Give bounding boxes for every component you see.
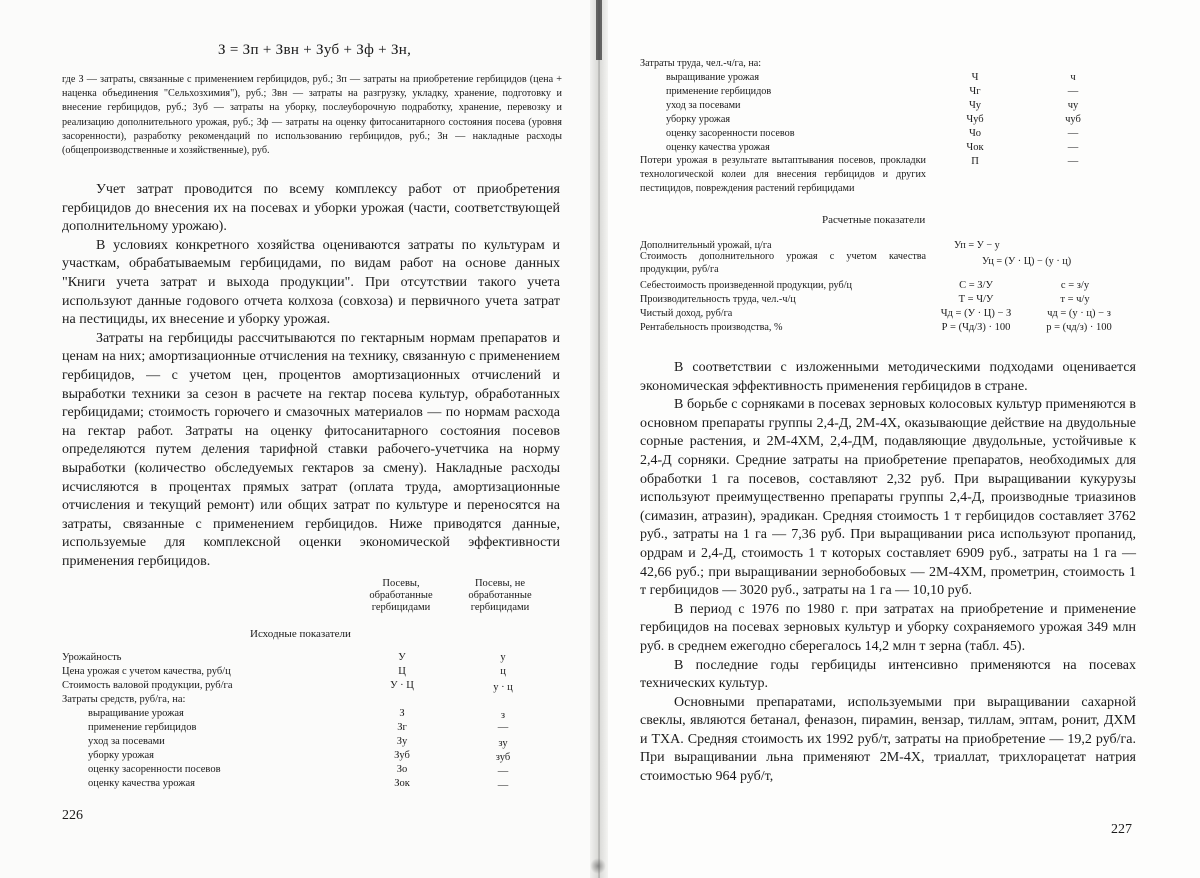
table-cell: Чок [966, 142, 984, 153]
table-row-label: применение гербицидов [88, 722, 197, 733]
table-cell: ч [1070, 72, 1076, 83]
table-row-label: уход за посевами [666, 100, 741, 111]
page-number-left: 226 [62, 808, 83, 823]
table-row-label: оценку качества урожая [666, 142, 770, 153]
page-number-right: 227 [1111, 822, 1132, 837]
table-row-label: Производительность труда, чел.-ч/ц [640, 294, 796, 305]
table-cell: — [497, 766, 509, 777]
labor-header: Затраты труда, чел.-ч/га, на: [640, 58, 762, 69]
table-cell: т = ч/у [1060, 294, 1090, 305]
paragraph: В последние годы гербициды интенсивно применяются на посевах технических культур. [640, 657, 1136, 692]
table-row-label: Себестоимость произведенной продукции, руб/ц [640, 280, 852, 291]
table-cell: Зок [394, 778, 410, 789]
paragraph: Учет затрат проводится по всему комплексу работ от приобретения гербицидов до внесения их на посевах и уборки урожая (части, соответствующей дополнительному урожаю). [62, 182, 560, 235]
table-cell: С = З/У [959, 280, 993, 291]
table-cell: Зуб [394, 750, 410, 761]
table-cell: Зу [396, 736, 408, 747]
table-cell: — [1067, 142, 1079, 153]
table-row-label: оценку засоренности посевов [88, 764, 221, 775]
right-body-text [640, 359, 1136, 787]
table-cell: Ц [398, 666, 406, 677]
left-body-text [62, 181, 560, 571]
table-cell: чд = (у · ц) − з [1047, 308, 1111, 319]
table-row-label: Рентабельность производства, % [640, 322, 783, 333]
table-cell: — [497, 722, 509, 733]
table-cell: Т = Ч/У [958, 294, 994, 305]
table-cell: у [500, 652, 506, 663]
table-row-label: оценку качества урожая [88, 778, 195, 789]
table-cell: Ч [971, 72, 979, 83]
table-cell: Чд = (У · Ц) − З [940, 308, 1012, 319]
table-cell: ц [500, 666, 506, 677]
table-cell: Р = (Чд/З) · 100 [941, 322, 1011, 333]
paragraph: В соответствии с изложенными методическими подходами оценивается экономическая эффективность применения гербицидов в стране. [640, 360, 1136, 394]
table-cell: Уп = У − у [954, 240, 1000, 251]
cost-formula: З = Зп + Звн + Зуб + Зф + Зн, [218, 42, 412, 58]
table-cell: Зо [396, 764, 408, 775]
table-cell: Уц = (У · Ц) − (у · ц) [982, 256, 1072, 267]
table-row-label: уборку урожая [666, 114, 731, 125]
table-cell: У [398, 652, 406, 663]
table-cell: — [1067, 86, 1079, 97]
table-row-label: уборку урожая [88, 750, 155, 761]
binding-blot [590, 858, 606, 874]
table-cell: Чг [969, 86, 981, 97]
table-cell: Зг [397, 722, 407, 733]
table-cell: З [399, 708, 405, 719]
table-row-label: оценку засоренности посевов [666, 128, 795, 139]
table-cell: чуб [1065, 114, 1081, 125]
table-caption-calculated: Расчетные показатели [822, 214, 926, 226]
paragraph: В период с 1976 по 1980 г. при затратах на приобретение и применение гербицидов на посевах зерновых культур и уборку сохраняемого урожая 349 млн руб. в среднем ежегодно сберегалось 14,2 млн т зерна (табл. 45). [640, 601, 1136, 654]
table-cell: з [500, 710, 506, 721]
table-row-label: Цена урожая с учетом качества, руб/ц [62, 666, 231, 677]
paragraph: В условиях конкретного хозяйства оцениваются затраты по культурам и участкам, обрабатываемым гербицидами, по видам работ на основе данных "Книги учета затрат и выхода продукции". При отсутствии такого учета используют данные годового отчета колхоза (совхоза) и первичного учета затрат на пестициды, их внесение и уборку урожая. [62, 237, 560, 328]
table-row-label: уход за посевами [88, 736, 165, 747]
table-row-label: Чистый доход, руб/га [640, 308, 733, 319]
table-row-label: Дополнительный урожай, ц/га [640, 240, 772, 251]
table-cell: с = з/у [1060, 280, 1090, 291]
left-page [0, 0, 596, 878]
right-page [600, 0, 1200, 878]
table-cell: зу [498, 738, 508, 749]
table-row-label: Стоимость дополнительного урожая с учетом качества продукции, руб/га [640, 251, 926, 275]
table-row-label: выращивание урожая [88, 708, 184, 719]
table-cell: зуб [495, 752, 511, 763]
table-row-label: Потери урожая в результате вытаптывания посевов, прокладки технологической колеи для внесения гербицидов и других пестицидов, повреждения растений гербицидами [640, 155, 926, 194]
column-header-treated: Посевы, обработанные гербицидами [369, 578, 433, 613]
table-cell: П [971, 156, 979, 167]
column-header-untreated: Посевы, не обработанные гербицидами [468, 578, 532, 613]
table-row-label: выращивание урожая [666, 72, 760, 83]
binding-mark [596, 0, 602, 60]
table-row-label: применение гербицидов [666, 86, 772, 97]
book-gutter [590, 0, 608, 878]
table-row-label: Затраты средств, руб/га, на: [62, 694, 186, 705]
table-cell: р = (чд/з) · 100 [1046, 322, 1112, 333]
paragraph: Основными препаратами, используемыми при выращивании сахарной свеклы, являются бетанал, феназон, пирамин, вензар, тиллам, эптам, ронит, ДХМ и ТХА. Средняя стоимость их 1992 руб/т, затраты на приобретение — 19,2 руб/га. При выращивании льна применяют 2М-4Х, триаллат, трихлорацетат натрия стоимостью 964 руб/т, [640, 694, 1136, 785]
table-row-label: Стоимость валовой продукции, руб/га [62, 680, 233, 691]
table-cell: Чу [968, 100, 982, 111]
paragraph: Затраты на гербициды рассчитываются по гектарным нормам препаратов и ценам на них; амортизационные отчисления на технику, связанную с применением гербицидов, — с учетом цен, процентов амортизационных отчислений и выработки техники за сезон в расчете на гектар посева культур, обработанных гербицидами; стоимость горючего и смазочных материалов — по нормам расхода на гектар работ. Затраты на оценку фитосанитарного состояния посевов определяются путем деления тарифной ставки рабочего-учетчика на норму выработки (количество обследуемых гектаров за смену). Накладные расходы исчисляются в процентах прямых затрат (оплата труда, амортизационные отчисления и текущий ремонт) или общих затрат по культуре и переносятся на затраты, связанные с применением гербицидов. Ниже приводятся данные, используемые для комплексной оценки экономической эффективности применения гербицидов. [62, 330, 560, 569]
table-cell: чу [1067, 100, 1079, 111]
table-cell: Чуб [966, 114, 984, 125]
table-caption-input: Исходные показатели [250, 628, 351, 640]
table-cell: У · Ц [390, 680, 414, 691]
table-cell: — [497, 780, 509, 791]
paragraph: В борьбе с сорняками в посевах зерновых колосовых культур применяются в основном препараты группы 2,4-Д, 2М-4Х, оказывающие действие на двудольные сорные растения, и 2М-4ХМ, 2,4-ДМ, подавляющие двудольные, устойчивые к 2,4-Д сорняки. Средние затраты на приобретение препаратов, необходимых для обработки 1 га посевов, составляют 2,32 руб. При выращивании кукурузы используют преимущественно препараты группы 2,4-Д, производные триазинов (симазин, атразин), эрадикан. Средняя стоимость 1 т гербицидов составляет 3762 руб., затраты на 1 га — 7,36 руб. При выращивании риса используют пропанид, ордрам и 2,4-Д, стоимость 1 т которых составляет 6909 руб., затраты на 1 га — 42,66 руб.; при выращивании зернобобовых — 2М-4ХМ, прометрин, стоимость 1 т гербицидов — 3020 руб., затраты на 1 га — 10,10 руб. [640, 397, 1136, 599]
table-cell: — [1067, 156, 1079, 167]
table-row-label: Урожайность [62, 652, 122, 663]
table-cell: Чо [968, 128, 982, 139]
table-cell: — [1067, 128, 1079, 139]
formula-explanation: где З — затраты, связанные с применением гербицидов, руб.; Зп — затраты на приобретение гербицидов (цена + наценка объединения "Сельхозхимия"), руб.; Звн — затраты на разгрузку, укладку, хранение, подготовку и внесение гербицидов, руб.; Зуб — затраты на уборку, послеуборочную подработку, хранение, перевозку и реализацию дополнительного урожая, руб.; Зф — затраты на оценку фитосанитарного состояния посева (уровня засоренности), разработку рекомендаций по использованию гербицидов, руб.; Зн — накладные расходы (общепроизводственные и хозяйственные), руб. [62, 74, 562, 157]
table-cell: у · ц [493, 682, 513, 693]
